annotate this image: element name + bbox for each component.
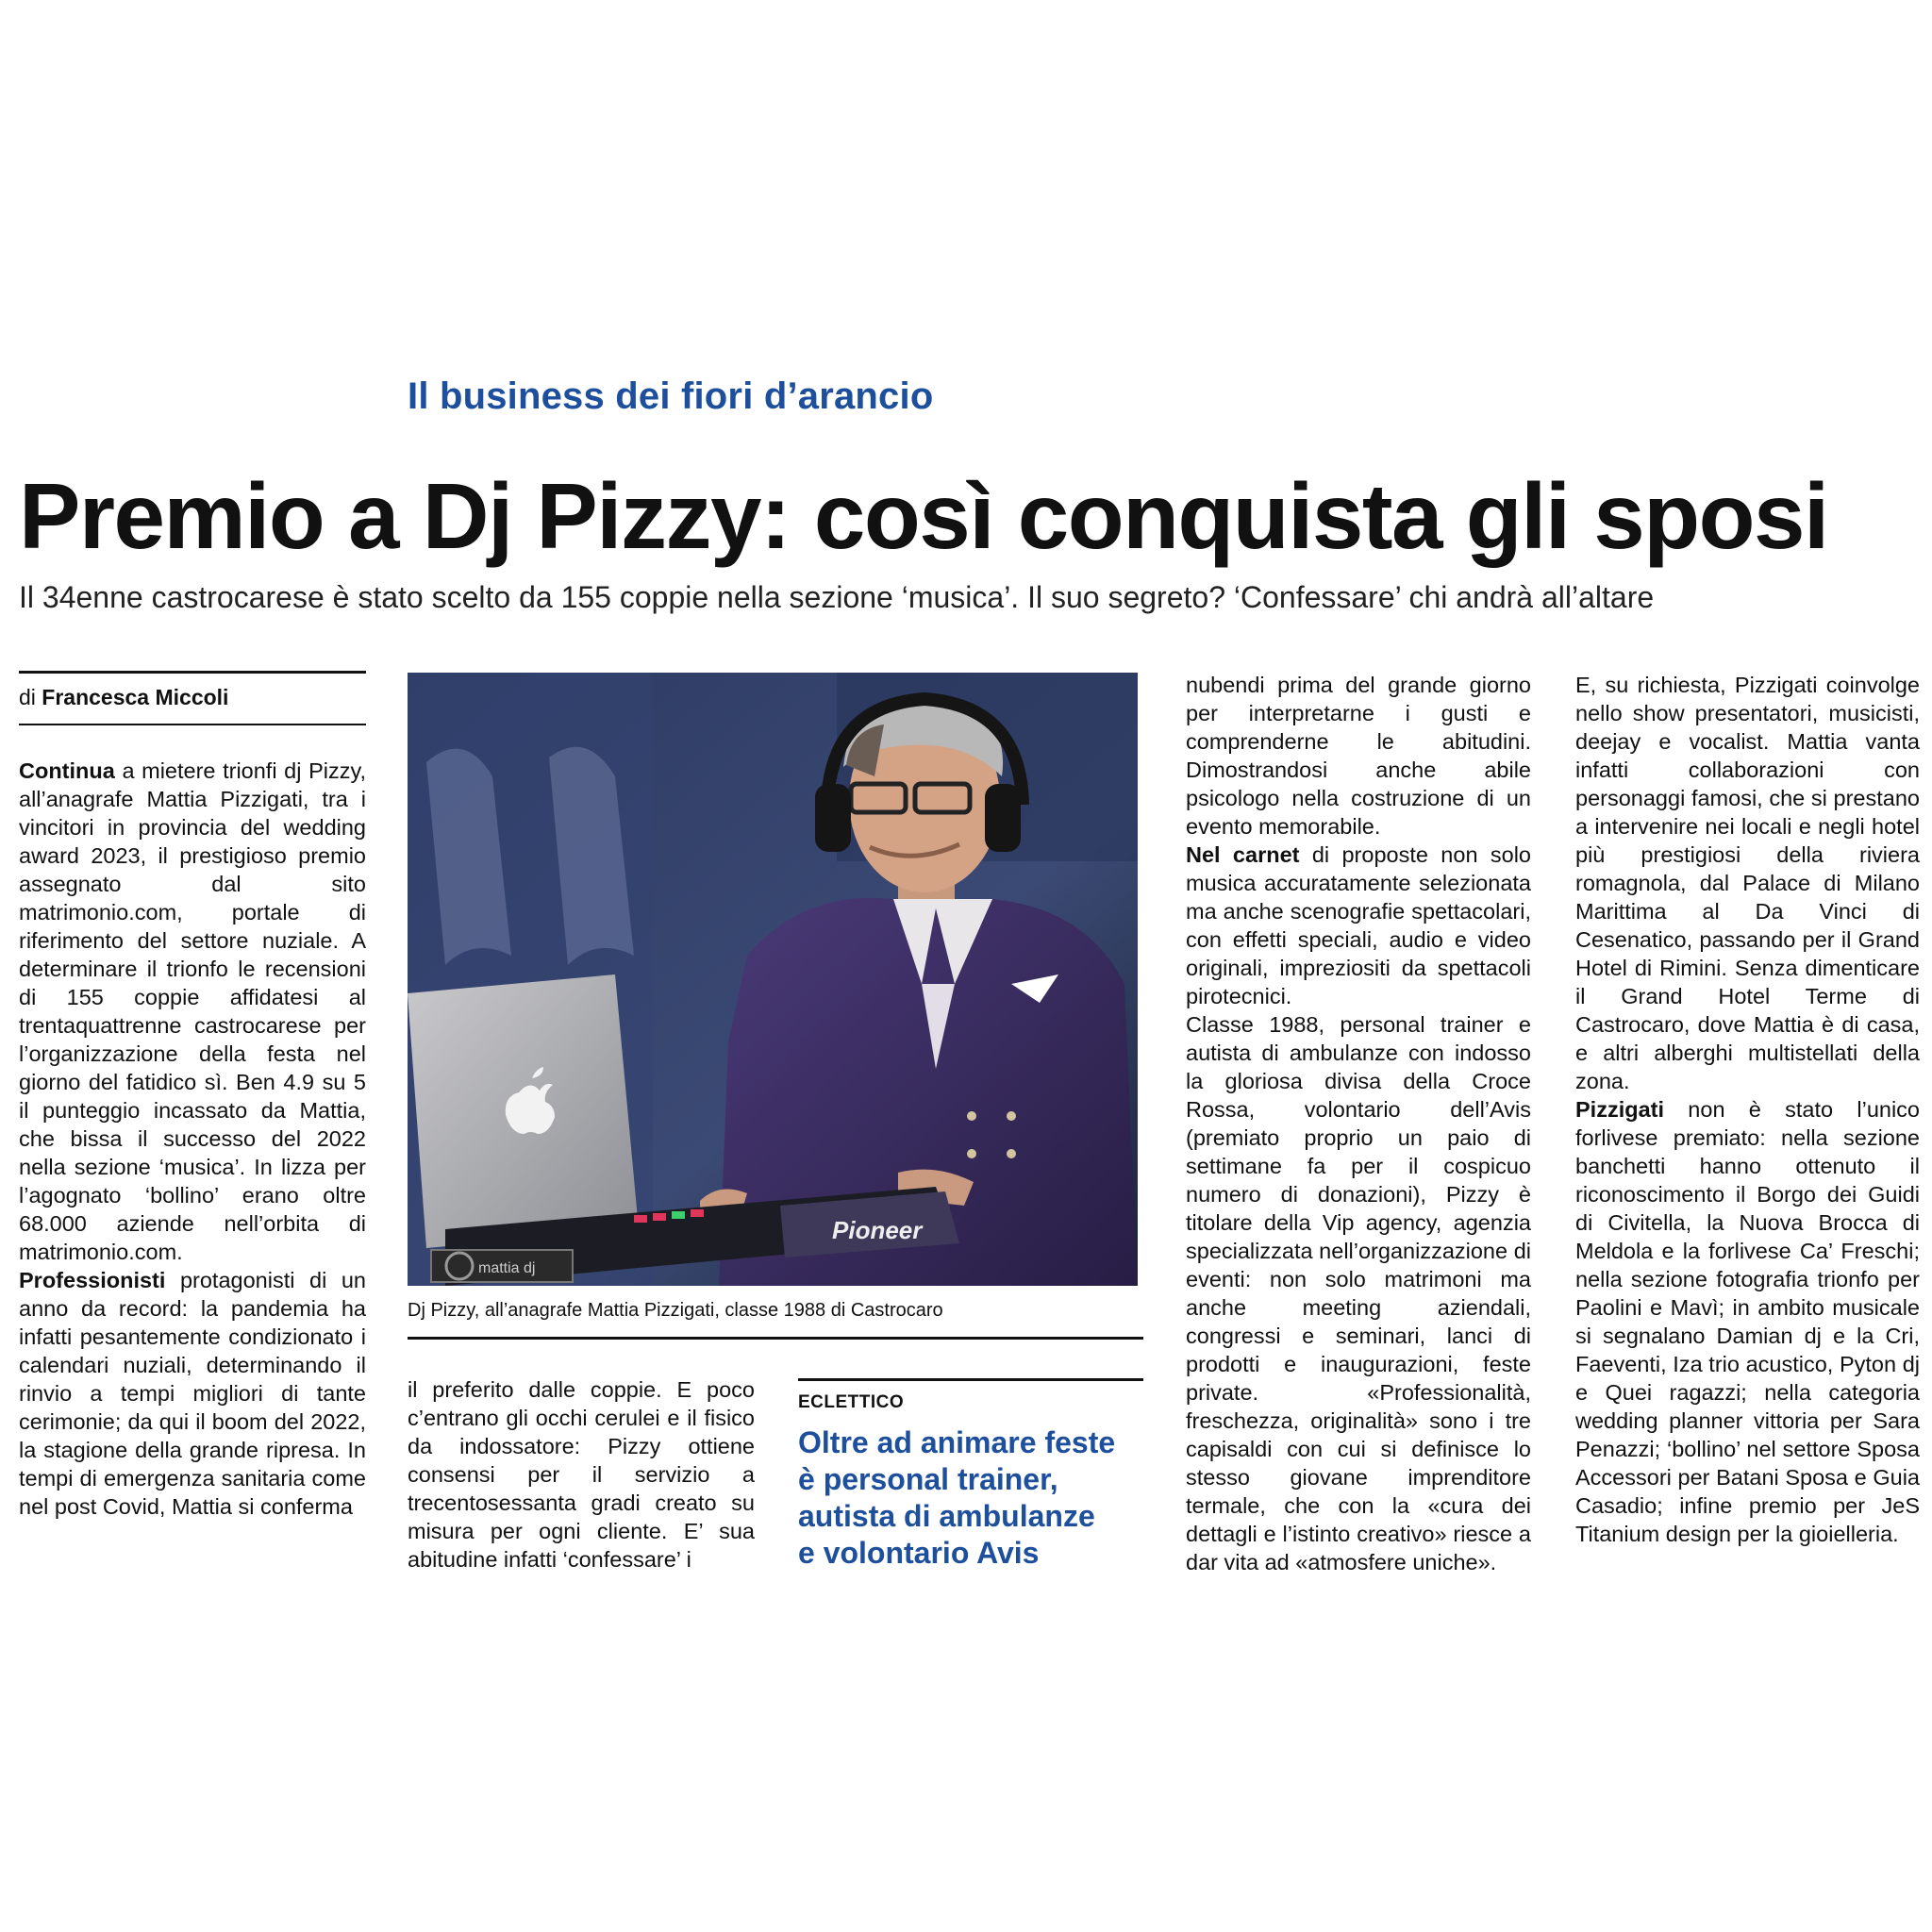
paragraph-lead: Continua [19,758,115,783]
byline-prefix: di [19,685,36,709]
box-rule [798,1378,1143,1381]
byline-rule [19,671,366,674]
paragraph: il preferito dalle coppie. E poco c’entrano gli occhi cerulei e il fisico da indossatore: Pizzy ottiene consensi per il servizio a trecentosessanta gradi creato su misura per ogni cliente. E’ sua abitudine infatti ‘confessare’ i [408,1377,755,1572]
paragraph [19,1266,366,1521]
logo-plate-text: mattia dj [478,1260,536,1276]
byline-author: Francesca Miccoli [42,685,229,709]
headline: Premio a Dj Pizzy: così conquista gli sposi [19,464,1828,568]
article-photo [408,673,1138,1286]
caption-rule [408,1337,1143,1340]
paragraph-text: di proposte non solo musica accuratamente selezionata ma anche scenografie spettacolari, con effetti speciali, audio e video originali, impreziositi da spettacoli pirotecnici. [1186,842,1531,1008]
box-title-line: autista di ambulanze [798,1499,1095,1533]
paragraph [1186,841,1531,1010]
article-column-4 [1575,671,1920,1548]
article-column-3 [1186,671,1531,1576]
paragraph: Classe 1988, personal trainer e autista di ambulanze con indosso la gloriosa divisa della Croce Rossa, volontario dell’Avis (premiato proprio un paio di settimane fa per il cospicuo numero di donazioni), Pizzy è titolare della Vip agency, agenzia specializzata nell’organizzazione di eventi: non solo matrimoni ma anche meeting aziendali, congressi e seminari, lanci di prodotti e inaugurazioni, feste private. «Professionalità, freschezza, originalità» sono i tre capisaldi con cui si definisce lo stesso giovane imprenditore termale, che con la «cura dei dettagli e l’istinto creativo» riesce a dar vita ad «atmosfere uniche». [1186,1012,1531,1574]
photo-caption: Dj Pizzy, all’anagrafe Mattia Pizzigati, classe 1988 di Castrocaro [408,1300,943,1321]
paragraph-text: a mietere trionfi dj Pizzy, all’anagrafe Mattia Pizzigati, tra i vincitori in provincia del wedding award 2023, il prestigioso premio assegnato dal sito matrimonio.com, portale di riferimento del settore nuziale. A determinare il trionfo le recensioni di 155 coppie affidatesi al trentaquattrenne castrocarese per l’organizzazione della festa nel giorno del fatidico sì. Ben 4.9 su 5 il punteggio incassato da Mattia, che bissa il successo del 2022 nella sezione ‘musica’. In lizza per l’agognato ‘bollino’ erano oltre 68.000 aziende nell’orbita di matrimonio.com. [19,758,366,1264]
paragraph [1575,1095,1920,1548]
paragraph: E, su richiesta, Pizzigati coinvolge nello show presentatori, musicisti, deejay e vocalist. Mattia vanta infatti collaborazioni con personaggi famosi, che si prestano a intervenire nei locali e negli hotel più prestigiosi della riviera romagnola, dal Palace di Milano Marittima al Da Vinci di Cesenatico, passando per il Grand Hotel di Rimini. Senza dimenticare il Grand Hotel Terme di Castrocaro, dove Mattia è di casa, e altri alberghi multistellati della zona. [1575,673,1920,1093]
paragraph-lead: Nel carnet [1186,842,1300,867]
article-column-2 [408,1375,755,1574]
paragraph-text: protagonisti di un anno da record: la pandemia ha infatti pesantemente condizionato i calendari nuziali, determinando il rinvio a tempi migliori di tante cerimonie; da qui il boom del 2022, la stagione della grande ripresa. In tempi di emergenza sanitaria come nel post Covid, Mattia si conferma [19,1268,366,1519]
paragraph [19,757,366,1266]
paragraph: nubendi prima del grande giorno per interpretarne i gusti e comprenderne le abitudini. Dimostrandosi anche abile psicologo nella costruzione di un evento memorabile. [1186,673,1531,839]
box-title-line: e volontario Avis [798,1536,1040,1570]
subtitle: Il 34enne castrocarese è stato scelto da 155 coppie nella sezione ‘musica’. Il suo segreto? ‘Confessare’ chi andrà all’altare [19,580,1655,614]
paragraph-lead: Pizzigati [1575,1097,1665,1122]
pioneer-brand-text: Pioneer [832,1216,923,1244]
article-column-1 [19,757,366,1521]
box-title-line: è personal trainer, [798,1462,1058,1496]
box-title [798,1424,1147,1572]
paragraph-text: non è stato l’unico forlivese premiato: nella sezione banchetti hanno ottenuto il riconoscimento il Borgo dei Guidi di Civitella, la Nuova Brocca di Meldola e la forlivese Ca’ Freschi; nella sezione fotografia trionfo per Paolini e Mavì; in ambito musicale si segnalano Damian dj e la Cri, Faeventi, Iza trio acustico, Pyton dj e Quei ragazzi; nella categoria wedding planner vittoria per Sara Penazzi; ‘bollino’ nel settore Sposa Accessori per Batani Sposa e Guia Casadio; infine premio per JeS Titanium design per la gioielleria. [1575,1097,1920,1546]
dj-photo-illustration [408,673,1138,1286]
box-title-line: Oltre ad animare feste [798,1425,1116,1459]
byline [19,685,228,710]
section-kicker: Il business dei fiori d’arancio [408,375,934,417]
paragraph-lead: Professionisti [19,1268,166,1292]
byline-rule-bottom [19,724,366,725]
box-label: ECLETTICO [798,1392,905,1412]
